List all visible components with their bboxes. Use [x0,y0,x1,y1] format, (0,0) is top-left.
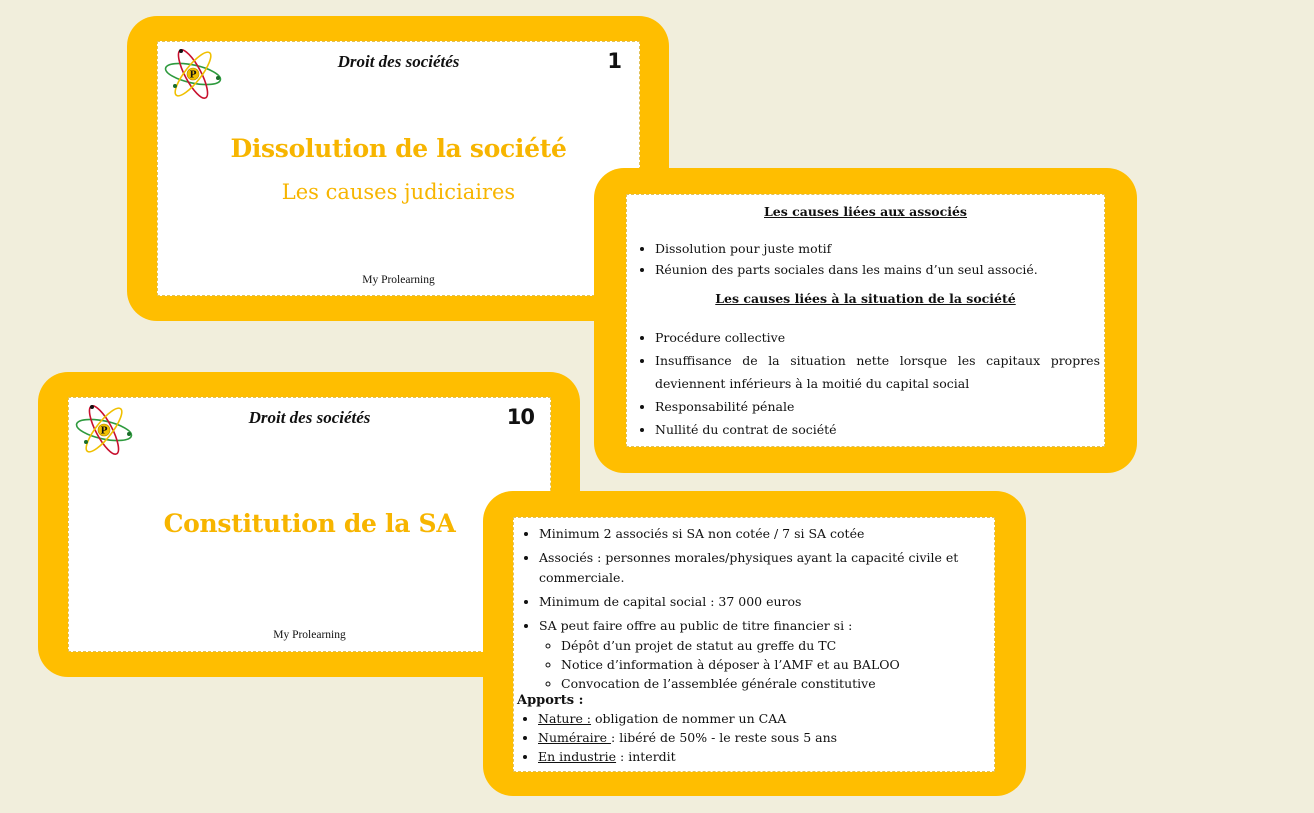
svg-text:P: P [100,426,108,437]
flashcard-10-back [483,491,1026,796]
list-item: • Minimum de capital social : 37 000 euros [539,592,994,612]
apports-heading: Apports : [517,693,584,708]
sublist-offre-public [539,636,994,693]
sublist-item: ◦ Convocation de l’assemblée générale constitutive [561,674,994,693]
section-heading-associes: Les causes liées aux associés [764,204,967,219]
apport-text: obligation de nommer un CAA [591,711,787,726]
list-item: • Responsabilité pénale [655,395,1100,418]
apport-term: Nature : [538,711,592,726]
list-item: • Associés : personnes morales/physiques ayant la capacité civile et commerciale. [539,548,994,588]
apport-item [538,747,994,766]
list-item-text: SA peut faire offre au public de titre financier si : [539,618,853,633]
flashcard-1-face [157,41,640,296]
list-associes [627,238,1104,280]
brand-label: My Prolearning [273,629,346,641]
list-item: • Procédure collective [655,326,1100,349]
card-subtitle: Les causes judiciaires [281,180,516,204]
card-number: 1 [607,49,621,73]
sublist-item: ◦ Dépôt d’un projet de statut au greffe du TC [561,636,994,655]
apport-item [538,709,994,728]
subject-label: Droit des sociétés [337,52,460,71]
list-apports [514,709,994,766]
sublist-item: ◦ Notice d’information à déposer à l’AMF et au BALOO [561,655,994,674]
svg-text:P: P [189,70,197,81]
flashcard-1 [127,16,669,321]
flashcard-10-back-face [513,517,995,772]
list-situation [627,326,1104,441]
apport-text: : interdit [616,749,676,764]
section-heading-situation: Les causes liées à la situation de la société [715,291,1016,306]
card-title: Constitution de la SA [163,509,456,538]
flashcard-1-back [594,168,1137,473]
card-title: Dissolution de la société [230,134,567,163]
apport-term: Numéraire [538,730,612,745]
list-constitution [514,524,994,693]
apport-term: En industrie [538,749,617,764]
list-item: • Nullité du contrat de société [655,418,1100,441]
list-item: • Insuffisance de la situation nette lorsque les capitaux propres deviennent inférieurs à la moitié du capital social [655,349,1100,395]
card-number: 10 [506,405,534,429]
brand-label: My Prolearning [362,274,435,286]
list-item: • Dissolution pour juste motif [655,238,1104,259]
flashcard-1-back-face [626,194,1105,447]
flashcard-10-face [68,397,551,652]
subject-label: Droit des sociétés [248,408,371,427]
list-item [539,616,994,693]
apport-text: : libéré de 50% - le reste sous 5 ans [611,730,838,745]
apport-item [538,728,994,747]
list-item: • Minimum 2 associés si SA non cotée / 7 si SA cotée [539,524,994,544]
list-item: • Réunion des parts sociales dans les mains d’un seul associé. [655,259,1104,280]
